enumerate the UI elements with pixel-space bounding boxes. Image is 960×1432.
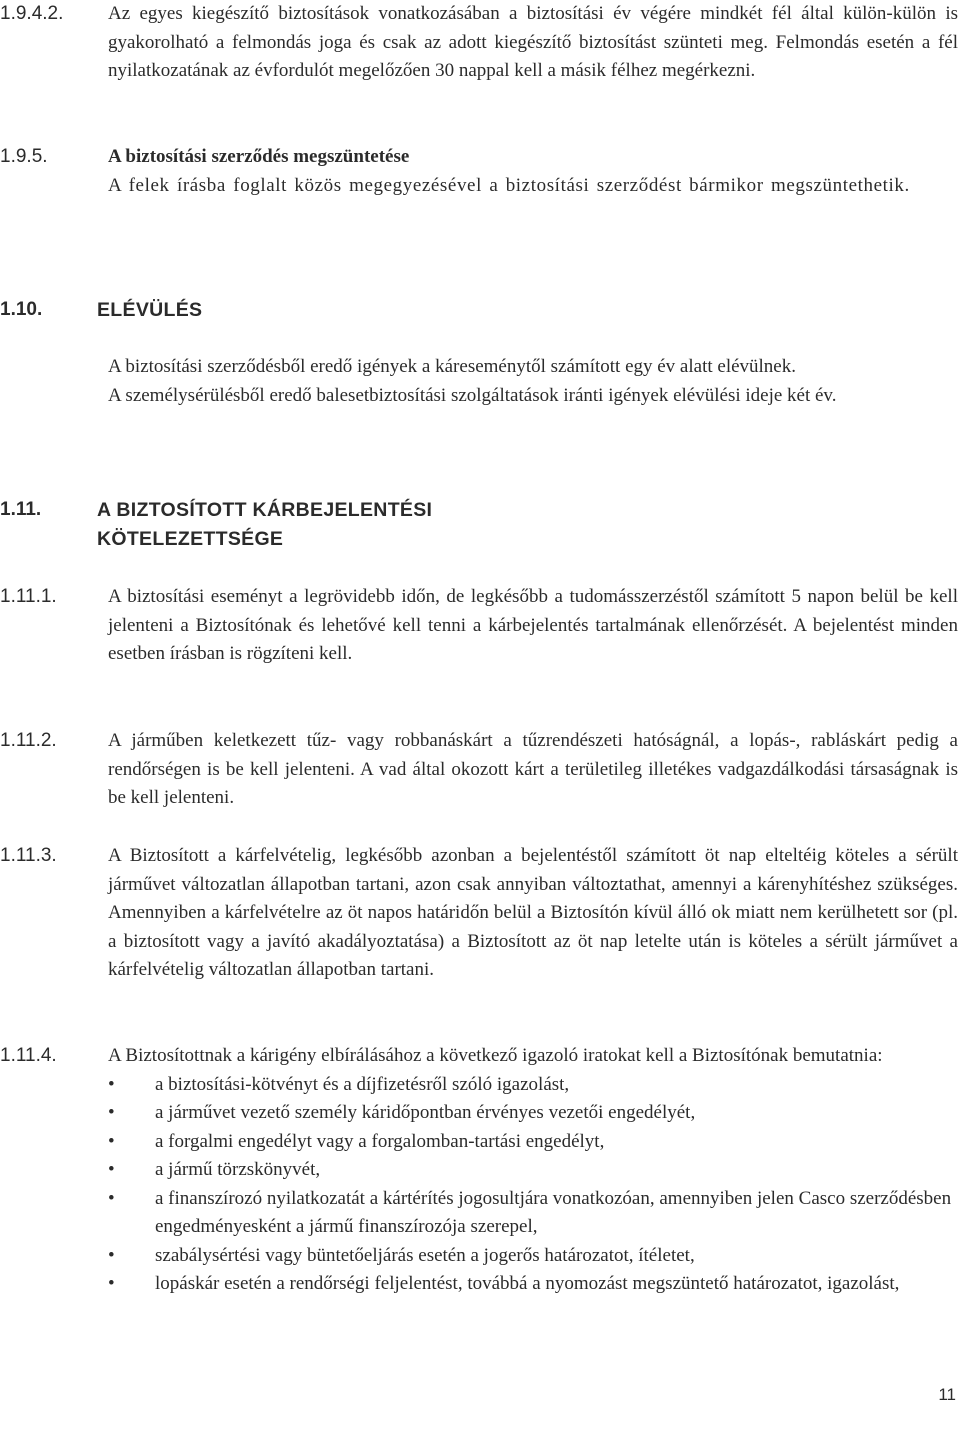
paragraph: A járműben keletkezett tűz- vagy robbanáskárt a tűzrendészeti hatóságnál, a lopás-, rabláskárt pedig a rendőrségen is be kell jelenteni. A vad által okozott kárt a területileg illetékes vadgazdálkodási társaságnak is be kell jelenteni. <box>108 730 958 808</box>
paragraph: Az egyes kiegészítő biztosítások vonatkozásában a biztosítási év végére mindkét fél által külön-külön is gyakorolható a felmondás joga és csak az adott kiegészítő biztosítást szünteti meg. Felmondás esetén a fél nyilatkozatának az évfordulót megelőzően 30 nappal kell a másik félhez megérkezni. <box>108 3 958 81</box>
section-title: ELÉVÜLÉS <box>97 299 203 321</box>
section-body <box>108 143 958 200</box>
section-number: 1.9.4.2. <box>0 3 64 24</box>
paragraph: A biztosítási szerződésből eredő igények a káreseménytől számított egy év alatt elévülnek. <box>108 356 796 377</box>
section-1-9-4-2 <box>0 0 958 86</box>
section-body <box>108 583 958 669</box>
section-body <box>108 0 958 86</box>
section-1-11-header <box>0 496 958 553</box>
section-1-11-4 <box>0 1042 958 1299</box>
paragraph: A felek írásba foglalt közös megegyezésével a biztosítási szerződést bármikor megszüntethetik. <box>108 174 910 196</box>
paragraph: A személysérülésből eredő balesetbiztosítási szolgáltatások iránti igények elévülési ideje két év. <box>108 384 837 406</box>
section-1-10-body <box>0 353 958 410</box>
list-item <box>108 1242 958 1271</box>
bullet-icon: • <box>108 1244 115 1266</box>
section-body <box>108 727 958 813</box>
bullet-icon: • <box>108 1273 115 1294</box>
paragraph: A biztosítási eseményt a legrövidebb időn, de legkésőbb a tudomásszerzéstől számított 5 napon belül be kell jelenteni a Biztosítónak és lehetővé kell tenni a kárbejelentés tartalmának ellenőrzését. A bejelentést minden esetben írásban is rögzíteni kell. <box>108 586 958 664</box>
bullet-icon: • <box>108 1102 115 1123</box>
bullet-icon: • <box>108 1073 115 1095</box>
section-1-9-5 <box>0 143 958 200</box>
bullet-icon: • <box>108 1187 115 1209</box>
bullet-icon: • <box>108 1130 115 1152</box>
list-item-text: lopáskár esetén a rendőrségi feljelentést, továbbá a nyomozást megszüntető határozatot, igazolást, <box>155 1273 900 1294</box>
section-number: 1.11. <box>0 499 42 520</box>
page-number: 11 <box>938 1385 956 1404</box>
list-item-text: a biztosítási-kötvényt és a díjfizetésről szóló igazolást, <box>155 1073 570 1095</box>
paragraph: A Biztosítottnak a kárigény elbírálásához a következő igazoló iratokat kell a Biztosítónak bemutatnia: <box>108 1045 883 1066</box>
bullet-icon: • <box>108 1159 115 1180</box>
list-item <box>108 1128 958 1157</box>
section-number: 1.11.1. <box>0 586 57 607</box>
list-item-text: a jármű törzskönyvét, <box>155 1159 321 1180</box>
section-number: 1.11.2. <box>0 730 57 751</box>
section-1-10-header <box>0 296 958 325</box>
list-item-text: a finanszírozó nyilatkozatát a kártérítés jogosultjára vonatkozóan, amennyiben jelen Casco szerződésben engedményesként a jármű finanszírozója szerepel, <box>155 1187 952 1237</box>
section-1-11-3 <box>0 842 958 985</box>
list-item <box>108 1156 958 1185</box>
section-body <box>108 842 958 985</box>
section-title-line: A BIZTOSÍTOTT KÁRBEJELENTÉSI <box>97 499 433 521</box>
section-body <box>108 1042 958 1299</box>
section-number: 1.9.5. <box>0 146 48 167</box>
document-list <box>108 1071 958 1299</box>
section-title-line: KÖTELEZETTSÉGE <box>97 527 284 550</box>
section-1-11-1 <box>0 583 958 669</box>
list-item-text: a járművet vezető személy káridőpontban érvényes vezetői engedélyét, <box>155 1102 696 1123</box>
section-body <box>108 353 958 410</box>
list-item <box>108 1099 958 1128</box>
list-item <box>108 1185 958 1242</box>
section-1-11-2 <box>0 727 958 813</box>
list-item-text: a forgalmi engedélyt vagy a forgalomban-tartási engedélyt, <box>155 1130 605 1152</box>
section-number: 1.11.4. <box>0 1045 57 1066</box>
list-item <box>108 1270 958 1299</box>
section-heading: A biztosítási szerződés megszüntetése <box>108 146 410 167</box>
list-item-text: szabálysértési vagy büntetőeljárás esetén a jogerős határozatot, ítéletet, <box>155 1244 695 1266</box>
section-number: 1.11.3. <box>0 845 57 866</box>
section-title <box>97 496 958 553</box>
paragraph: A Biztosított a kárfelvételig, legkésőbb azonban a bejelentéstől számított öt nap elteltéig köteles a sérült járművet változatlan állapotban tartani, azon csak annyiban változtathat, amennyi a kárenyhítéshez szükséges. Amennyiben a kárfelvételre az öt napos határidőn belül a Biztosítón kívül álló ok miatt nem kerülhetett sor (pl. a biztosított vagy a javító akadályoztatása) a Biztosított az öt nap letelte után is köteles a sérült járművet a kárfelvételig változatlan állapotban tartani. <box>108 845 958 980</box>
section-number: 1.10. <box>0 299 43 320</box>
list-item <box>108 1071 958 1100</box>
